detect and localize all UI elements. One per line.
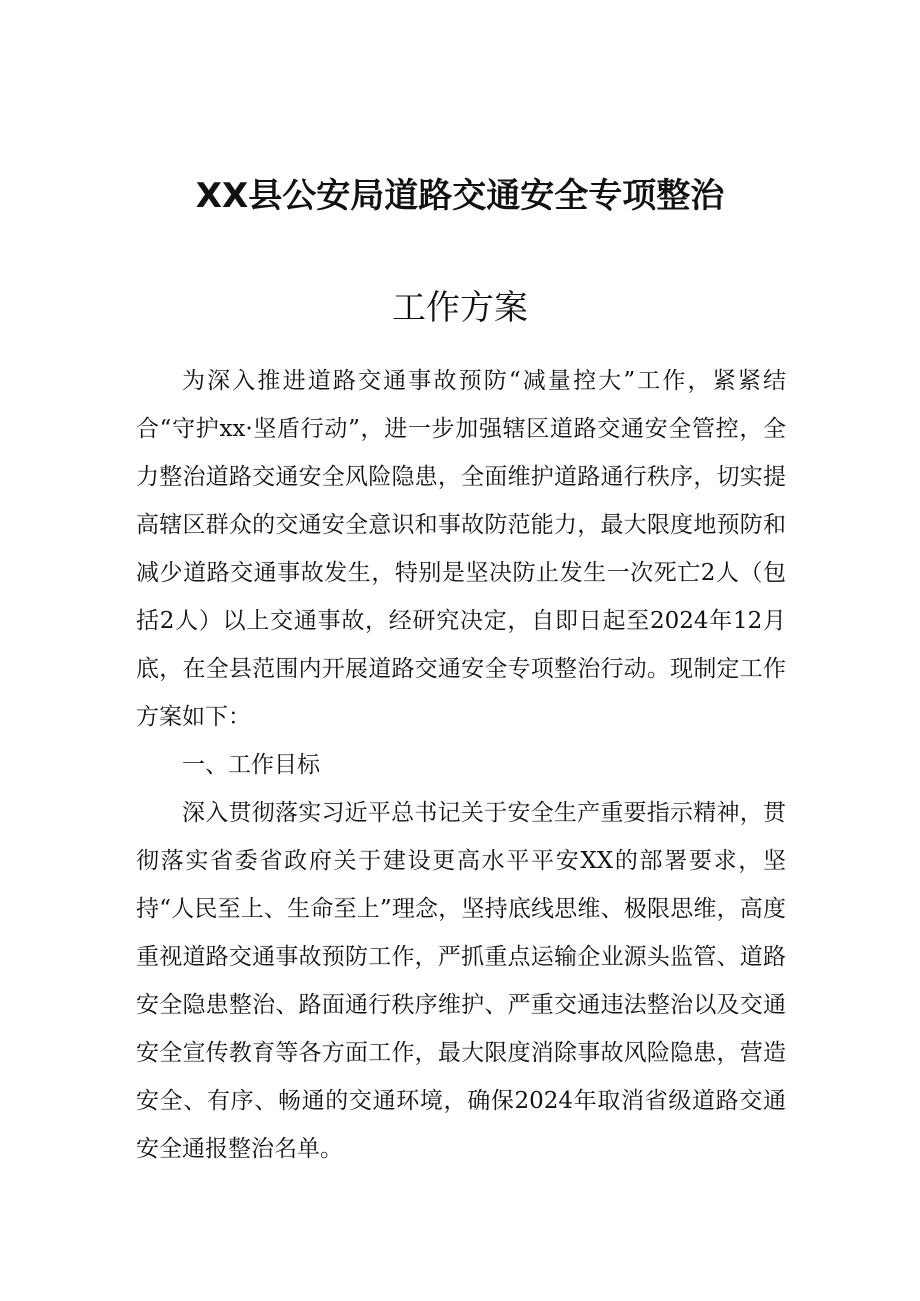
intro-paragraph: 为深入推进道路交通事故预防“减量控大”工作，紧紧结合“守护xx·坚盾行动”，进一步加强辖区道路交通安全管控，全力整治道路交通安全风险隐患，全面维护道路通行秩序，切实提高辖区群众的交通安全意识和事故防范能力，最大限度地预防和减少道路交通事故发生，特别是坚决防止发生一次死亡2人（包括2人）以上交通事故，经研究决定，自即日起至2024年12月底，在全县范围内开展道路交通安全专项整治行动。现制定工作方案如下： [136,368,786,730]
document-title-line-1: XX县公安局道路交通安全专项整治 [195,176,725,216]
document-body [136,357,786,1173]
section-heading-work-goal: 一、工作目标 [182,752,320,778]
document-title-line-2: 工作方案 [392,288,528,328]
work-goal-paragraph: 深入贯彻落实习近平总书记关于安全生产重要指示精神，贯彻落实省委省政府关于建设更高水平平安XX的部署要求，坚持“人民至上、生命至上”理念，坚持底线思维、极限思维，高度重视道路交通事故预防工作，严抓重点运输企业源头监管、道路安全隐患整治、路面通行秩序维护、严重交通违法整治以及交通安全宣传教育等各方面工作，最大限度消除事故风险隐患，营造安全、有序、畅通的交通环境，确保2024年取消省级道路交通安全通报整治名单。 [136,800,786,1162]
